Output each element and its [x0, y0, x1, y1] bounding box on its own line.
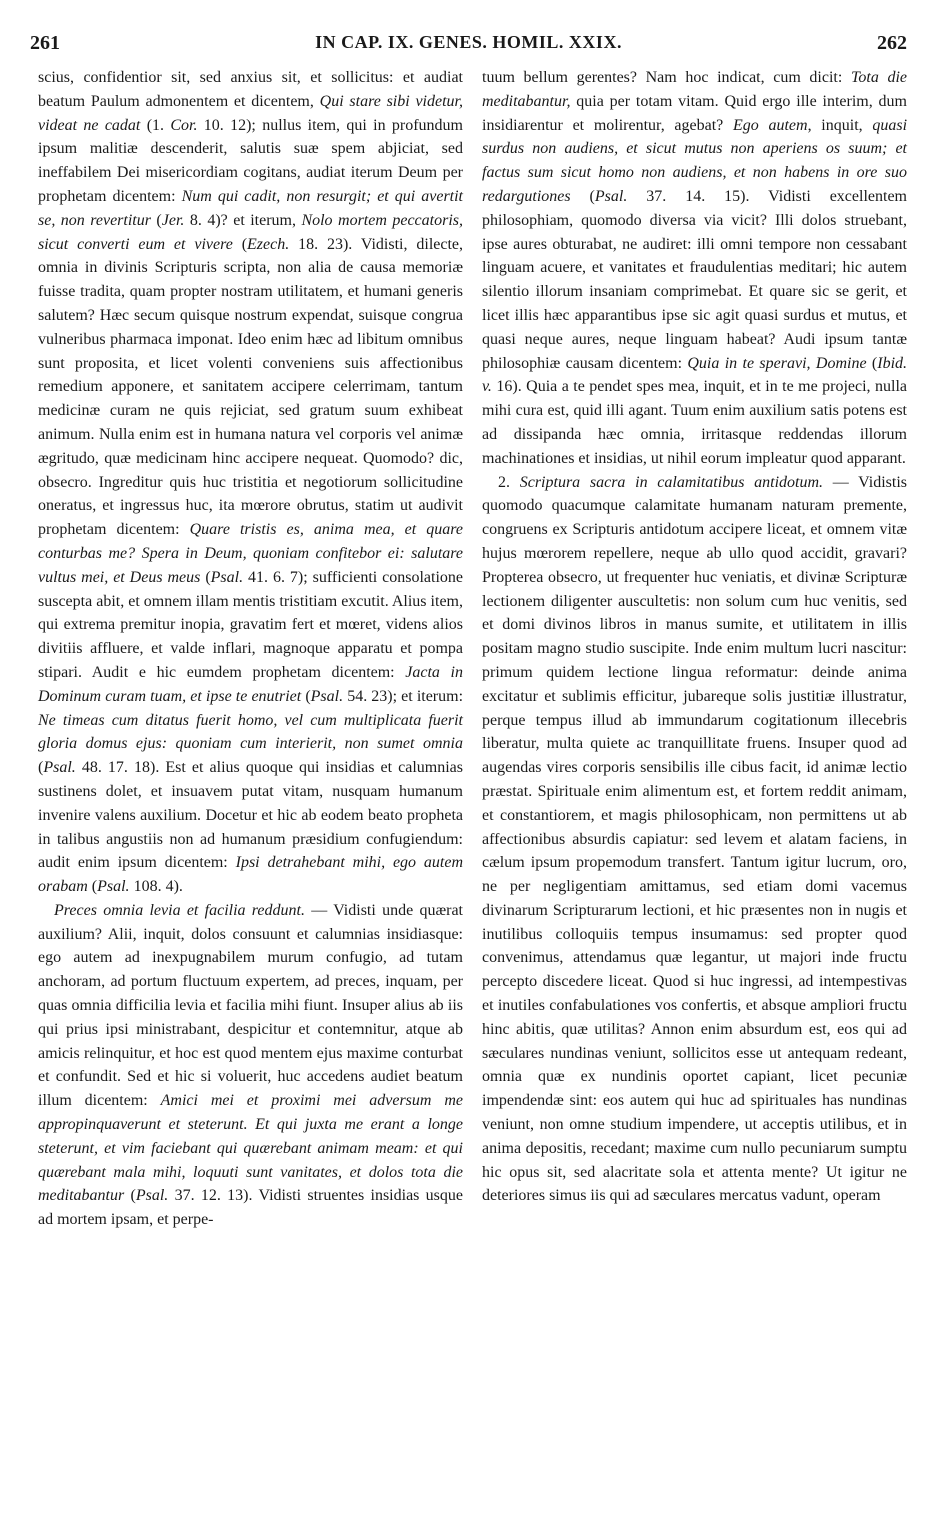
italic-text-run: quasi surdus non audiens, et sicut mutus non aperiens os suum; et factus sum sicut homo non audiens, et non habens in ore suo redargutiones	[482, 116, 908, 205]
text-run: 18. 23). Vidisti, dilecte, omnia in divinis Scripturis scripta, non alia de causa memoriæ fuisse tradita, quam propter nostram utilitatem, et humani generis salutem? Hæc secum quisque nostrum expendat, suisque congrua vulneribus pharmaca imponat. Ideo enim hæc ad libitum omnibus sunt proposita, et licet volenti conveniens suis affectionibus remedium apponere, et sanitatem accipere celerrimam, tantum medicinæ curam ne quis rejiciat, sed gratum suum exhibeat animum. Nulla enim est in humana natura vel corporis vel animæ ægritudo, quæ medicinam hinc accipere nequeat. Quomodo? dic, obsecro. Ingreditur quis huc tristitia et negotiorum sollicitudine oneratus, et ingressus huc, ita mœrore obrutus, statim ut audivit prophetam dicentem:	[38, 235, 464, 539]
italic-text-run: Tota die meditabantur,	[482, 69, 908, 110]
italic-text-run: Amici mei et proximi mei adversum me appropinquaverunt et steterunt. Et qui juxta me erant a longe steterunt, et vim faciebant qui quærebant animam meam: et qui quærebant mala mihi, loquuti sunt vanitates, et dolos tota die meditabantur	[38, 1092, 463, 1205]
italic-text-run: Psal.	[135, 1187, 169, 1205]
right-column	[482, 66, 907, 1208]
italic-text-run: Ibid. v.	[482, 354, 908, 396]
italic-text-run: Quia in te speravi, Domine	[687, 354, 867, 372]
text-run: , inquit,	[807, 116, 873, 134]
paragraph-preces	[38, 899, 463, 1232]
text-run: 37. 12. 13). Vidisti struentes insidias usque ad mortem ipsam, et perpe-	[38, 1187, 464, 1229]
italic-text-run: Qui stare sibi videtur, videat ne cadat	[38, 92, 464, 134]
text-run: 2.	[498, 473, 520, 491]
italic-text-run: Scriptura sacra in calamitatibus antidotum.	[519, 473, 824, 491]
left-column	[38, 66, 463, 1232]
text-run: 37. 14. 15). Vidisti excellentem philosophiam, quomodo diversa via vicit? Illi dolos struebant, ipse aures obturabat, ne audiret: illi omni tempore non cessabant linguam acuere, et vanitates et fraudulentias meditari; hic autem silentio illorum insaniam comprimebat. Et quare sic se gerit, et licet illis hæc apparantibus ipse sic agit quasi surdus et mutus, et quasi neque aures, neque linguam habeat? Audi ipsum tantæ philosophiæ causam dicentem:	[482, 187, 907, 372]
text-run: (1.	[140, 116, 171, 134]
text-run: (	[87, 878, 98, 896]
text-run: 41. 6. 7); sufficienti consolatione suscepta abit, et omnem illam mentis tristitiam excutit. Alius item, qui extrema premitur inopia, gravatim fert et mœret, videns alios divitiis affluere, et valde inflari, magnoque apparatu et pompa stipari. Audit e hic eumdem prophetam dicentem:	[38, 568, 464, 681]
italic-text-run: Ezech.	[247, 235, 290, 253]
italic-text-run: Nolo mortem peccatoris, sicut converti eum et vivere	[38, 211, 463, 253]
text-run: (	[124, 1187, 136, 1205]
italic-text-run: Psal.	[43, 759, 76, 777]
text-run: (	[301, 687, 311, 705]
text-run: (	[570, 187, 595, 205]
text-run: scius, confidentior sit, sed anxius sit, et sollicitus: et audiat beatum Paulum admonentem et dicentem,	[38, 69, 463, 110]
italic-text-run: Cor.	[170, 116, 198, 134]
paragraph	[38, 66, 463, 899]
text-run: (	[232, 235, 248, 253]
italic-text-run: Jer.	[161, 211, 185, 229]
text-run: (	[866, 354, 878, 372]
text-run: — Vidistis quomodo quacumque calamitate humanam naturam premente, congruens ex Scripturis antidotum accipere liceat, et omnem vitæ hujus mœrorem repellere, neque ab ullo quod accidit, gravari? Propterea obsecro, ut frequenter huc veniatis, et divinæ Scripturæ lectionem diligenter auscultetis: non solum cum huc venitis, sed et domi divinos libros in manus sumite, et utilitatem in illis positam magno studio suscipite. Inde enim multum lucri nascitur: primum quidem lectione lingua reformatur: deinde anima excitatur et sublimis efficitur, jubareque solis justitiæ illustratur, perque tempus illud ab immundarum cogitationum illecebris liberatur, multa quiete ac tranquillitate fruens. Insuper quod ad augendas vires corporis sensibilis ille cibus facit, id animæ lectio præstat. Spirituale enim alimentum est, et fortem reddit animam, et constantiorem, et magis philosophicam, non permittens ut ab affectionibus absurdis capiatur: sed levem et alatam faciens, in cælum ipsum propemodum transfert. Tantum igitur lucrum, oro, ne per negligentiam amittamus, sed etiam domi vacemus divinarum Scripturarum lectioni, et hic præsentes non in nugis et inutilibus colloquiis tempus insumamus: sed propter quod convenimus, attendamus quæ legantur, ut majori inde fructu percepto discedere liceat. Quod si huc ingressi, ad intempestivas et inutiles confabulationes vos confertis, et absque ampliori fructu hinc abitis, quæ utilitas? Annon enim absurdum est, eos qui ad sæculares nundinas veniunt, sollicitos esse ut antequam redeant, omnia quæ ex nundinis oportet capiant, licet pecuniæ impendendæ sint: eos autem qui huc ad spirituales has nundinas veniunt, non omne studium impendere, ut acceptis utilibus, et in anima depositis, recedant; maxime cum nullo pecuniarum sumptu hic opus sit, sed alacritate sola et attenta mente? Ut igitur ne deteriores simus iis qui ad sæculares mercatus vadunt, operam	[482, 473, 907, 1205]
text-run: (	[150, 211, 162, 229]
running-title: IN CAP. IX. GENES. HOMIL. XXIX.	[315, 32, 622, 52]
text-run: 54. 23); et iterum:	[343, 687, 464, 705]
text-run: — Vidisti unde quærat auxilium? Alii, inquit, dolos consuunt et calumnias insidiasque: ego autem ad inexpugnabilem murum confugio, ad tutam anchoram, ad portum fluctuum expertem, ad preces, inquam, per quas omnia difficilia levia et facilia mihi fiunt. Insuper alius ab iis qui prius ipsi ministrabant, despicitur et contemnitur, atque ab amicis relinquitur, et hoc est quod mentem ejus maxime conturbat et confundit. Sed et hic si voluerit, huc accedens audiet beatum illum dicentem:	[38, 901, 463, 1110]
paragraph	[482, 66, 907, 471]
text-run: 48. 17. 18). Est et alius quoque qui insidias et calumnias sustinens dolet, et insuavem putat vitam, nusquam humanum invenire valens auxilium. Docetur et hic ab eodem beato propheta in talibus angustiis non ad humanum præsidium confugiendum: audit enim ipsum dicentem:	[38, 759, 463, 872]
text-run: 108. 4).	[129, 878, 183, 896]
running-header	[30, 32, 907, 58]
text-run: (	[38, 759, 44, 777]
italic-text-run: Psal.	[97, 878, 130, 896]
italic-text-run: Preces omnia levia et facilia reddunt.	[54, 901, 305, 919]
italic-text-run: Psal.	[594, 187, 628, 205]
italic-text-run: Jacta in Dominum curam tuam, et ipse te enutriet	[38, 663, 463, 705]
text-run: 8. 4)? et iterum,	[184, 211, 302, 229]
italic-text-run: Num qui cadit, non resurgit; et qui avertit se, non revertitur	[38, 187, 464, 229]
paragraph-section-2	[482, 471, 907, 1209]
italic-text-run: Ipsi detrahebant mihi, ego autem orabam	[38, 854, 463, 896]
page-number-left: 261	[30, 32, 60, 54]
page-number-right: 262	[877, 32, 907, 54]
text-run: (	[200, 568, 211, 586]
italic-text-run: Psal.	[210, 568, 244, 586]
text-run: quia per totam vitam. Quid ergo ille interim, dum insidiarentur et molirentur, agebat?	[482, 92, 907, 134]
text-run: tuum bellum gerentes? Nam hoc indicat, cum dicit:	[482, 69, 851, 86]
italic-text-run: Quare tristis es, anima mea, et quare conturbas me? Spera in Deum, quoniam confitebor ei: salutare vultus mei, et Deus meus	[38, 521, 463, 586]
italic-text-run: Psal.	[310, 687, 344, 705]
italic-text-run: Ne timeas cum ditatus fuerit homo, vel cum multiplicata fuerit gloria domus ejus: quoniam cum interierit, non sumet omnia	[38, 711, 463, 753]
text-run: 16). Quia a te pendet spes mea, inquit, et in te me projeci, nulla mihi cura est, quid illi agant. Tuum enim auxilium satis potens est ad dissipanda hæc omnia, irritasque reddendas illorum machinationes et insidias, ut nihil eorum impleatur quod apparant.	[482, 378, 907, 467]
text-run: 10. 12); nullus item, qui in profundum ipsum malitiæ descenderit, salutis suæ spem abjiciat, sed ineffabilem Dei misericordiam cogitans, audiat iterum Deum per prophetam dicentem:	[38, 116, 463, 205]
italic-text-run: Ego autem	[733, 116, 808, 134]
